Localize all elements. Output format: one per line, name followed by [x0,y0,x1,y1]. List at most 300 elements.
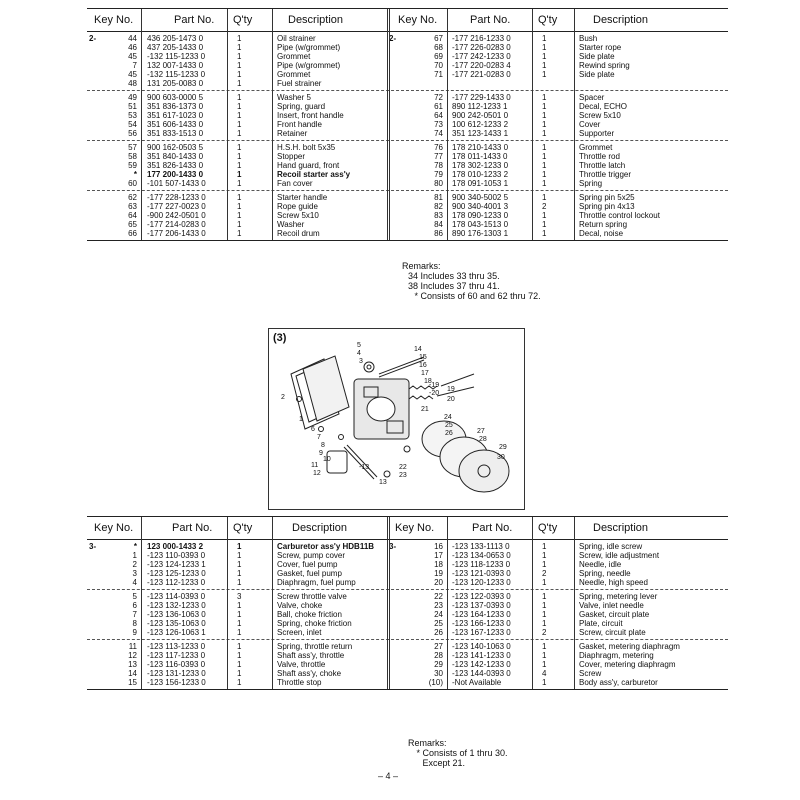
table-row [87,569,728,578]
qty: 1 [542,93,547,102]
qty: 1 [542,43,547,52]
table-row [87,79,728,88]
description: Spring [579,179,603,188]
part-no: -123 125-1233 0 [147,569,206,578]
callout: 22 [399,464,407,471]
qty: 1 [542,619,547,628]
parts-table-2 [87,516,728,690]
qty: 1 [542,52,547,61]
part-no: 178 011-1433 0 [452,152,508,161]
qty: 1 [237,551,242,560]
qty: 1 [542,578,547,587]
part-no: -123 114-0393 0 [147,592,206,601]
description: Spring, guard [277,102,326,111]
key-no: 77 [434,152,443,161]
table-row [87,610,728,619]
description: Spring, choke friction [277,619,352,628]
callout: 4 [357,350,361,357]
header-qty: Q'ty [538,14,558,26]
part-no: -177 214-0283 0 [147,220,206,229]
key-no: 63 [128,202,137,211]
qty: 2 [542,202,547,211]
qty: 1 [542,161,547,170]
carburetor-drawing [269,329,524,509]
description: Screw, idle adjustment [579,551,660,560]
description: Shaft ass'y, throttle [277,651,345,660]
key-no: 29 [434,660,443,669]
table-row [87,43,728,52]
remark-line: 34 Includes 33 thru 35. [407,271,500,281]
callout: -20 [429,390,440,397]
callout: 20 [447,396,455,403]
header-description: Description [593,522,649,534]
header-key-no: Key No. [94,522,134,534]
callout: 11 [311,462,319,469]
key-no: 53 [128,111,137,120]
callout: 17 [421,370,429,377]
part-no: 131 205-0083 0 [147,79,204,88]
key-no: 27 [434,642,443,651]
description: Washer [277,220,305,229]
part-no: -123 124-1233 1 [147,560,206,569]
description: Supporter [579,129,615,138]
description: Body ass'y, carburetor [579,678,658,687]
part-no: -123 113-1233 0 [147,642,206,651]
table-row [87,52,728,61]
table-row [87,111,728,120]
table-row [87,93,728,102]
part-no: 123 000-1433 2 [147,542,204,551]
part-no: -123 142-1233 0 [452,660,511,669]
key-no: 7 [132,61,137,70]
key-prefix: 3- [89,542,97,551]
description: Throttle stop [277,678,322,687]
qty: 1 [542,111,547,120]
part-no: -123 131-1233 0 [147,669,206,678]
qty: 1 [237,61,242,70]
table-row [87,161,728,170]
part-no: -123 116-0393 0 [147,660,206,669]
key-no: 60 [128,179,137,188]
qty: 2 [542,628,547,637]
remark-line: * Consists of 60 and 62 thru 72. [414,291,541,301]
description: Insert, front handle [277,111,344,120]
table-row [87,651,728,660]
part-no: 890 176-1303 1 [452,229,509,238]
description: Side plate [579,52,615,61]
part-no: -123 137-0393 0 [452,601,511,610]
header-description: Description [288,14,344,26]
qty: 1 [237,669,242,678]
table-row [87,70,728,79]
table-row [87,669,728,678]
part-no: 178 043-1513 0 [452,220,509,229]
part-no: -123 144-0393 0 [452,669,511,678]
callout: 28 [479,436,487,443]
qty: 1 [237,628,242,637]
table-row [87,170,728,179]
key-no: 3 [132,569,137,578]
description: Spacer [579,93,605,102]
parts-table-1 [87,8,728,241]
key-no: 13 [128,660,137,669]
key-no: 17 [434,551,443,560]
qty: 1 [237,651,242,660]
key-no: * [133,170,137,179]
table-row [87,642,728,651]
key-no: 28 [434,651,443,660]
key-no: 74 [434,129,443,138]
key-no: 15 [128,678,137,687]
key-no: 49 [128,93,137,102]
callout: 9 [319,450,323,457]
qty: 1 [237,120,242,129]
description: Screw, pump cover [277,551,346,560]
table-row [87,120,728,129]
key-no: 26 [434,628,443,637]
part-no: -123 164-1233 0 [452,610,511,619]
description: Spring pin 5x25 [579,193,635,202]
description: Gasket, circuit plate [579,610,650,619]
key-no: 6 [132,601,137,610]
description: Decal, ECHO [579,102,628,111]
qty: 1 [237,569,242,578]
description: Cover, fuel pump [277,560,338,569]
key-no: 58 [128,152,137,161]
qty: 1 [542,592,547,601]
qty: 1 [542,229,547,238]
key-no: 73 [434,120,443,129]
header-description: Description [292,522,348,534]
callout: 2 [281,394,285,401]
key-prefix: 3- [389,542,397,551]
table-row [87,102,728,111]
qty: 1 [237,143,242,152]
part-no: -123 140-1063 0 [452,642,511,651]
part-no: 351 123-1433 1 [452,129,509,138]
part-no: -900 242-0501 0 [147,211,206,220]
table-row [87,143,728,152]
table-row [87,660,728,669]
description: Needle, idle [579,560,622,569]
part-no: -123 117-1233 0 [147,651,206,660]
row-group [87,191,728,240]
table-row [87,34,728,43]
part-no: 900 162-0503 5 [147,143,204,152]
key-no: 82 [434,202,443,211]
part-no: -123 167-1233 0 [452,628,511,637]
qty: 1 [542,120,547,129]
key-no: 70 [434,61,443,70]
callout: 25 [445,422,453,429]
qty: 4 [542,669,547,678]
part-no: 177 200-1433 0 [147,170,204,179]
description: Stopper [277,152,306,161]
key-no: 11 [128,642,137,651]
key-no: 69 [434,52,443,61]
qty: 1 [542,170,547,179]
description: Front handle [277,120,322,129]
key-no: 46 [128,43,137,52]
description: Oil strainer [277,34,316,43]
callout: 3 [359,358,363,365]
qty: 1 [237,660,242,669]
key-no: * [133,542,137,551]
description: Starter handle [277,193,328,202]
description: Screw, circuit plate [579,628,646,637]
description: Gasket, fuel pump [277,569,342,578]
callout: 26 [445,430,453,437]
key-no: 83 [434,211,443,220]
key-no: 78 [434,161,443,170]
table-row [87,220,728,229]
qty: 1 [542,143,547,152]
description: Spring, needle [579,569,631,578]
description: Grommet [579,143,613,152]
header-part-no: Part No. [174,14,215,26]
part-no: 351 833-1513 0 [147,129,204,138]
part-no: 437 205-1433 0 [147,43,204,52]
part-no: 178 010-1233 2 [452,170,509,179]
callout: 30 [497,454,505,461]
callout: 27 [477,428,485,435]
description: Screw 5x10 [277,211,319,220]
qty: 1 [542,220,547,229]
description: Valve, inlet needle [579,601,644,610]
qty: 1 [542,61,547,70]
key-no: 25 [434,619,443,628]
part-no: -123 121-0393 0 [452,569,511,578]
qty: 1 [542,179,547,188]
description: Gasket, metering diaphragm [579,642,680,651]
part-no: 178 302-1233 0 [452,161,509,170]
description: Grommet [277,52,311,61]
part-no: 178 090-1233 0 [452,211,509,220]
key-no: 59 [128,161,137,170]
description: Throttle latch [579,161,626,170]
callout: -19 [429,382,440,389]
description: Diaphragm, fuel pump [277,578,356,587]
table-row [87,678,728,687]
description: Carburetor ass'y HDB11B [277,542,375,551]
part-no: -177 206-1433 0 [147,229,206,238]
remarks-title: Remarks: [408,738,447,748]
qty: 1 [237,678,242,687]
qty: 1 [237,34,242,43]
description: Return spring [579,220,628,229]
header-qty: Q'ty [233,14,253,26]
callout: 19 [447,386,455,393]
description: Recoil drum [277,229,320,238]
description: Grommet [277,70,311,79]
key-no: 44 [128,34,137,43]
table-row [87,202,728,211]
description: Retainer [277,129,308,138]
key-no: 80 [434,179,443,188]
part-no: 351 836-1373 0 [147,102,204,111]
callout: 10 [323,456,331,463]
header-part-no: Part No. [172,522,213,534]
description: Needle, high speed [579,578,648,587]
description: Diaphragm, metering [579,651,654,660]
part-no: -177 226-0283 0 [452,43,511,52]
description: Recoil starter ass'y [277,170,351,179]
table-row [87,619,728,628]
qty: 1 [542,642,547,651]
qty: 1 [542,678,547,687]
key-prefix: 2- [89,34,97,43]
table-row [87,592,728,601]
key-no: 5 [132,592,137,601]
qty: 1 [542,560,547,569]
description: Cover, metering diaphragm [579,660,676,669]
key-no: 86 [434,229,443,238]
callout: 18 [424,378,432,385]
remark-line: 38 Includes 37 thru 41. [407,281,500,291]
part-no: 890 112-1233 1 [452,102,508,111]
table-row [87,560,728,569]
qty: 1 [542,129,547,138]
qty: 1 [237,102,242,111]
table-body [87,540,728,689]
table-row [87,61,728,70]
qty: 1 [237,152,242,161]
description: Washer 5 [277,93,311,102]
part-no: -177 220-0283 4 [452,61,511,70]
callout: 8 [321,442,325,449]
qty: 1 [237,43,242,52]
part-no: -123 110-0393 0 [147,551,206,560]
part-no: -132 115-1233 0 [147,52,206,61]
table-row [87,193,728,202]
description: Screen, inlet [277,628,322,637]
key-no: 4 [132,578,137,587]
header-key-no: Key No. [395,522,435,534]
description: Side plate [579,70,615,79]
key-no: 18 [434,560,443,569]
part-no: 351 826-1433 0 [147,161,204,170]
row-group [87,540,728,590]
part-no: -123 141-1233 0 [452,651,511,660]
part-no: -123 118-1233 0 [452,560,511,569]
qty: 1 [542,610,547,619]
part-no: 178 210-1433 0 [452,143,509,152]
qty: 1 [542,601,547,610]
qty: 1 [237,79,242,88]
table-body [87,32,728,240]
description: Spring pin 4x13 [579,202,635,211]
remarks-title: Remarks: [402,261,441,271]
qty: 1 [542,551,547,560]
key-no: 48 [128,79,137,88]
qty: 1 [542,211,547,220]
description: Throttle control lockout [579,211,660,220]
callout: 15 [419,354,427,361]
qty: 1 [237,52,242,61]
description: Hand guard, front [277,161,340,170]
part-no: -101 507-1433 0 [147,179,206,188]
key-no: 67 [434,34,443,43]
part-no: 351 840-1433 0 [147,152,204,161]
header-key-no: Key No. [94,14,134,26]
key-no: 64 [434,111,443,120]
key-no: 8 [132,619,137,628]
table-row [87,229,728,238]
part-no: -177 221-0283 0 [452,70,511,79]
qty: 1 [237,542,242,551]
part-no: -177 229-1433 0 [452,93,511,102]
qty: 1 [237,229,242,238]
description: Screw throttle valve [277,592,347,601]
key-no: 81 [434,193,443,202]
key-no: 68 [434,43,443,52]
key-no: 57 [128,143,137,152]
description: Spring, throttle return [277,642,353,651]
row-group [87,141,728,191]
part-no: -123 132-1233 0 [147,601,206,610]
row-group [87,32,728,91]
key-no: 45 [128,70,137,79]
key-no: 9 [132,628,137,637]
description: Spring, idle screw [579,542,643,551]
description: Spring, metering lever [579,592,658,601]
description: Throttle trigger [579,170,632,179]
key-no: 64 [128,211,137,220]
table-row [87,179,728,188]
qty: 1 [237,202,242,211]
part-no: -123 156-1233 0 [147,678,206,687]
header-qty: Q'ty [233,522,253,534]
qty: 1 [237,193,242,202]
description: H.S.H. bolt 5x35 [277,143,336,152]
description: Screw 5x10 [579,111,621,120]
part-no: -123 122-0393 0 [452,592,511,601]
description: Valve, choke [277,601,323,610]
row-group [87,640,728,689]
part-no: -123 166-1233 0 [452,619,511,628]
header-qty: Q'ty [538,522,558,534]
part-no: 900 340-5002 5 [452,193,509,202]
key-no: 71 [434,70,443,79]
description: Rewind spring [579,61,630,70]
description: Screw [579,669,602,678]
part-no: -123 135-1063 0 [147,619,206,628]
table-row [87,129,728,138]
qty: 1 [237,601,242,610]
callout: 14 [414,346,422,353]
callout: 5 [357,342,361,349]
description: Shaft ass'y, choke [277,669,342,678]
description: Plate, circuit [579,619,623,628]
key-no: 7 [132,610,137,619]
part-no: 100 612-1233 2 [452,120,509,129]
key-no: 79 [434,170,443,179]
row-group [87,590,728,640]
callout: 7 [317,434,321,441]
key-no: 12 [128,651,137,660]
part-no: -123 126-1063 1 [147,628,206,637]
key-no: 66 [128,229,137,238]
key-no: 84 [434,220,443,229]
part-no: 178 091-1053 1 [452,179,509,188]
part-no: -132 115-1233 0 [147,70,206,79]
part-no: 900 603-0000 5 [147,93,204,102]
part-no: 900 340-4001 3 [452,202,509,211]
key-no: 72 [434,93,443,102]
key-no: 14 [128,669,137,678]
qty: 1 [237,170,242,179]
key-no: 30 [434,669,443,678]
